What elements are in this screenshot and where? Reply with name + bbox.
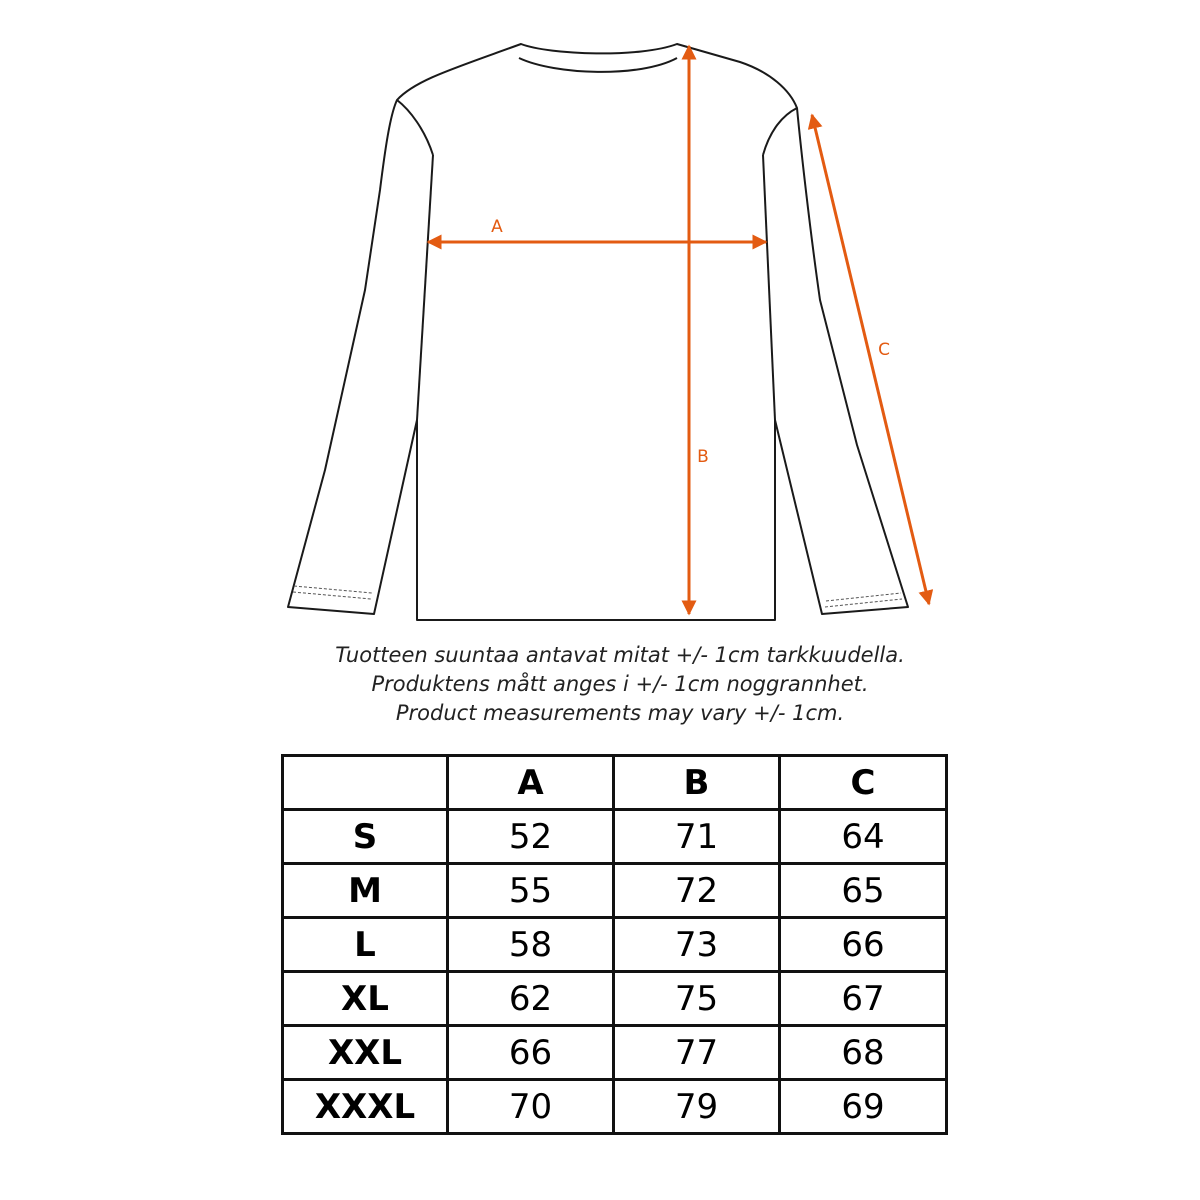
size-label: XXL <box>283 1026 448 1080</box>
header-a: A <box>448 756 614 810</box>
value-c: 68 <box>780 1026 947 1080</box>
size-chart-table <box>281 754 948 1135</box>
value-b: 77 <box>614 1026 780 1080</box>
size-label: M <box>283 864 448 918</box>
value-b: 71 <box>614 810 780 864</box>
collar-inner <box>519 58 677 72</box>
value-c: 64 <box>780 810 947 864</box>
measurement-c-arrow <box>812 115 929 604</box>
right-shoulder-seam <box>763 108 797 155</box>
header-size-corner <box>283 756 448 810</box>
left-cuff-stitch-2 <box>293 592 371 599</box>
size-label: S <box>283 810 448 864</box>
header-b: B <box>614 756 780 810</box>
value-b: 79 <box>614 1080 780 1134</box>
value-b: 75 <box>614 972 780 1026</box>
measurement-c-label: C <box>878 340 890 360</box>
table-row <box>283 918 947 972</box>
right-side-seam <box>763 155 775 420</box>
measurement-arrows <box>428 46 929 614</box>
cuff-stitching <box>293 586 902 607</box>
value-b: 72 <box>614 864 780 918</box>
note-swedish: Produktens mått anges i +/- 1cm noggrannhet. <box>371 672 869 696</box>
value-a: 52 <box>448 810 614 864</box>
value-b: 73 <box>614 918 780 972</box>
size-label: XXXL <box>283 1080 448 1134</box>
value-a: 62 <box>448 972 614 1026</box>
size-label: L <box>283 918 448 972</box>
table-row <box>283 972 947 1026</box>
value-c: 67 <box>780 972 947 1026</box>
value-a: 70 <box>448 1080 614 1134</box>
left-side-seam <box>417 155 433 420</box>
table-header-row <box>283 756 947 810</box>
note-english: Product measurements may vary +/- 1cm. <box>395 701 845 725</box>
measurement-a-label: A <box>491 217 503 237</box>
table-row <box>283 1080 947 1134</box>
measurement-notes <box>0 641 1200 728</box>
table-row <box>283 1026 947 1080</box>
value-c: 69 <box>780 1080 947 1134</box>
value-c: 65 <box>780 864 947 918</box>
note-finnish: Tuotteen suuntaa antavat mitat +/- 1cm tarkkuudella. <box>335 643 905 667</box>
left-shoulder-seam <box>397 100 433 155</box>
value-a: 55 <box>448 864 614 918</box>
size-label: XL <box>283 972 448 1026</box>
header-c: C <box>780 756 947 810</box>
left-cuff-stitch-1 <box>294 586 372 593</box>
measurement-b-label: B <box>697 447 709 467</box>
value-a: 58 <box>448 918 614 972</box>
table-row <box>283 864 947 918</box>
value-a: 66 <box>448 1026 614 1080</box>
table-row <box>283 810 947 864</box>
value-c: 66 <box>780 918 947 972</box>
